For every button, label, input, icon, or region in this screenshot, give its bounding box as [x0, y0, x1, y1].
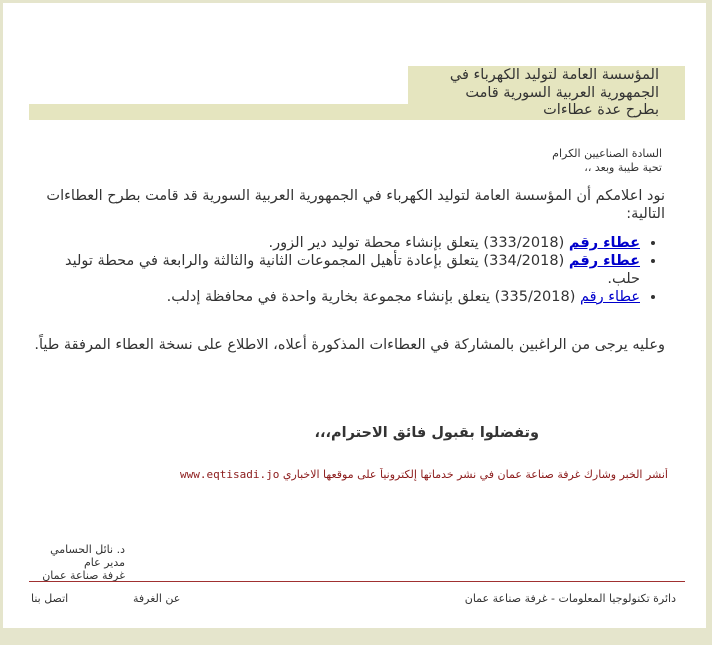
tender-description: (335/2018) يتعلق بإنشاء مجموعة بخارية واحدة في محافظة إدلب.: [166, 289, 581, 305]
greeting: تحية طيبة وبعد ،،: [584, 161, 662, 174]
header-title-line: الجمهورية العربية السورية قامت: [465, 84, 659, 101]
header-title-line: بطرح عدة عطاءات: [543, 102, 659, 118]
footer-department-link[interactable]: دائرة تكنولوجيا المعلومات - غرفة صناعة عمان: [464, 592, 676, 605]
header-title: [409, 67, 659, 120]
list-item: [31, 234, 640, 252]
share-note: [162, 468, 668, 481]
regards: وتفضلوا بقبول فائق الاحترام،،،: [314, 425, 539, 441]
signature-position: مدير عام: [83, 556, 125, 569]
share-note-text: أنشر الخبر وشارك غرفة صناعة عمان في نشر خدماتها إلكترونياً على موقعها الاخباري: [282, 468, 668, 481]
tender-description: (333/2018) يتعلق بإنشاء محطة توليد دير الزور.: [268, 235, 569, 251]
footer-divider: [29, 581, 685, 582]
list-item: [31, 288, 640, 306]
share-site-link[interactable]: www.eqtisadi.jo: [179, 468, 280, 481]
list-item: [31, 252, 640, 288]
signature-name: د. نائل الحسامي: [50, 543, 125, 556]
tender-link[interactable]: عطاء رقم: [568, 253, 640, 269]
tender-link[interactable]: عطاء رقم: [580, 289, 640, 305]
intro-paragraph: نود اعلامكم أن المؤسسة العامة لتوليد الكهرباء في الجمهورية العربية السورية قد قامت بطرح العطاءات التالية:: [46, 188, 665, 222]
signature-organization: غرفة صناعة عمان: [42, 569, 125, 582]
tender-link[interactable]: عطاء رقم: [568, 235, 640, 251]
footer-contact-link[interactable]: اتصل بنا: [31, 592, 69, 605]
letter-page: [3, 3, 706, 628]
header-title-line: المؤسسة العامة لتوليد الكهرباء في: [449, 67, 659, 83]
signature-block: [30, 543, 125, 582]
tender-description: (334/2018) يتعلق بإعادة تأهيل المجموعات الثانية والثالثة والرابعة في محطة توليد حلب.: [64, 253, 640, 287]
footer-about-link[interactable]: عن الغرفة: [133, 592, 181, 605]
closing-paragraph: وعليه يرجى من الراغبين بالمشاركة في العطاءات المذكورة أعلاه، الاطلاع على نسخة العطاء المرفقة طياً.: [34, 337, 665, 353]
salutation-block: [552, 147, 662, 175]
salutation: السادة الصناعيين الكرام: [552, 147, 662, 160]
tender-list: [31, 234, 664, 306]
